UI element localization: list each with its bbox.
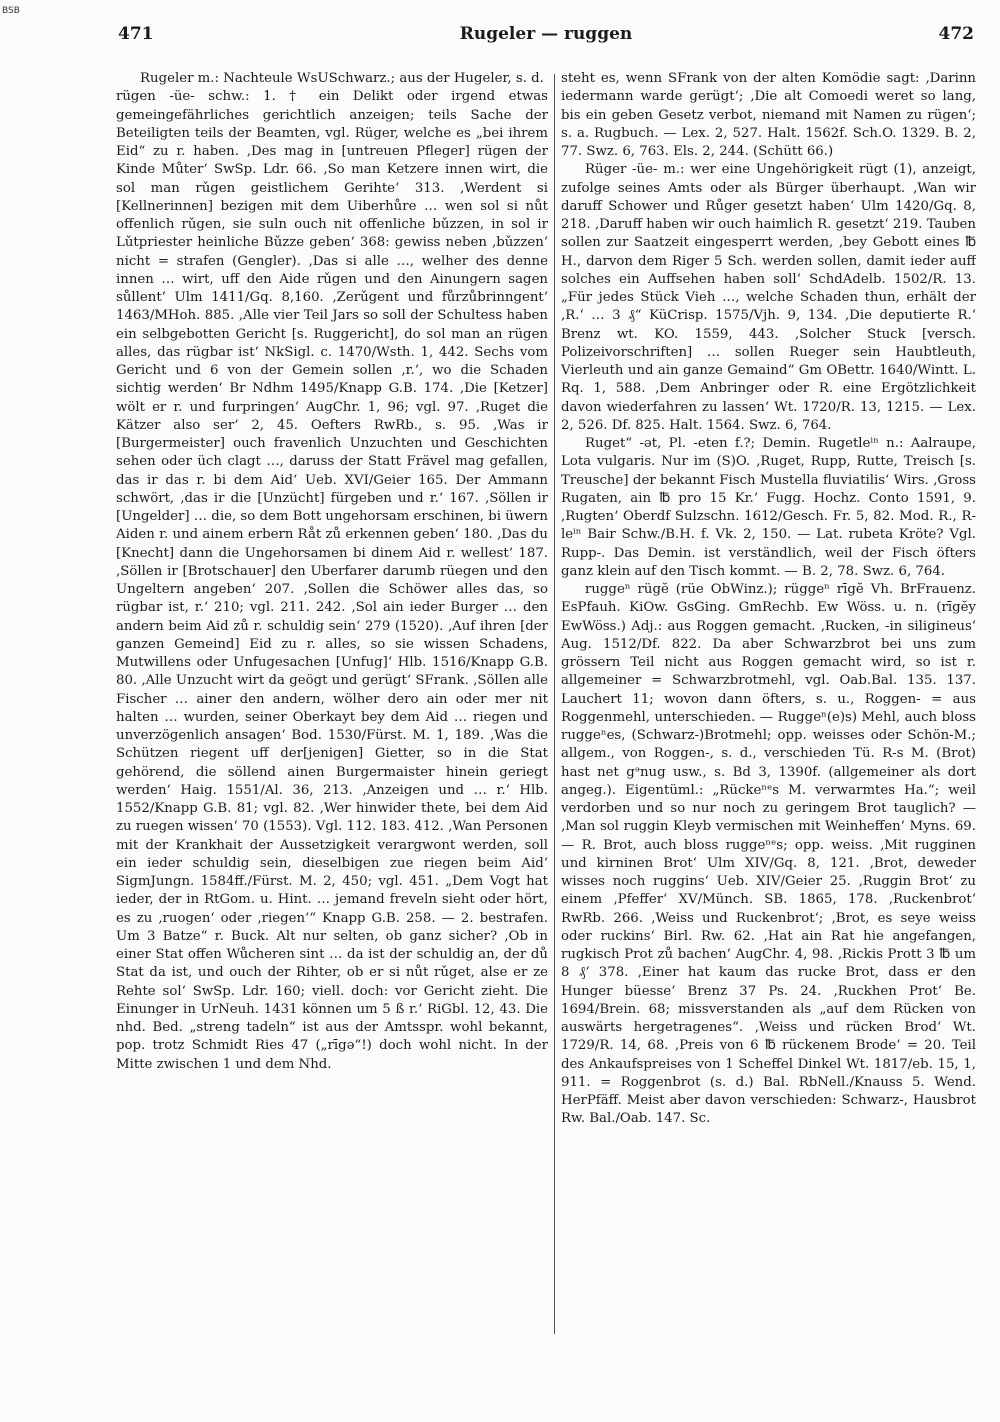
dictionary-entry: rügen -üe- schw.: 1. † ein Delikt oder irgend etwas gemeingefährliches gerichtlich anzeigen; teils Sache der Beteiligten teils der Beamten, vgl. Rüger, welche es „bei ihrem Eid“ zu r. haben. ‚Des mag in [untreuen Pfleger] rügen der Kinde Můter‘ SwSp. Ldr. 66. ‚So man Ketzere innen wirt, die sol man rǔgen geistlichem Gerihte‘ 313. ‚Werdent si [Kellnerinnen] bezigen mit dem Uiberhůre … wen sol si nůt offenlich rǔgen, sie suln ouch nit offenliche bǔzzen, in sol ir Lǔtpriester heinliche Bǔzze geben‘ 368: gewiss neben ‚bǔzzen‘ nicht = strafen (Gengler). ‚Das si alle …, welher des denne innen … wirt, uff den Aide rǔgen und den Ainungern sagen sůllent‘ Ulm 1411/Gq. 8,160. ‚Zerǔgent und fůrzůbrinngent‘ 1463/MHoh. 885. ‚Alle vier Teil Jars so soll der Schultess haben ein selbgebotten Gericht [s. Ruggericht], do sol man an rügen alles, das rügbar ist‘ NkSigl. c. 1470/Wsth. 1, 442. Sechs vom Gericht und 6 von der Gemein sollen ‚r.‘, wo die Schaden sichtig werden‘ Br Ndhm 1495/Knapp G.B. 174. ‚Die [Ketzer] wölt er r. und furpringen‘ AugChr. 1, 96; vgl. 97. ‚Ruget die Kätzer also ser‘ 2, 45. Oefters RwRb., s. 95. ‚Was ir [Burgermeister] ouch fravenlich Unzuchten und Geschichten sehen oder üch clagt …, daruss der Statt Frävel mag gefallen, das ir das r. bi dem Aid‘ Ueb. XVI/Geier 165. Der Ammann schwört, ‚das ir die [Unzücht] fürgeben und r.‘ 167. ‚Söllen ir [Ungelder] … die, so dem Bott ungehorsam erschinen, bi üwern Aiden r. und ainem erbern Råt zů erkennen geben‘ 180. ‚Das du [Knecht] dann die Ungehorsamen bi dinem Aid r. wellest‘ 187. ‚Söllen ir [Brotschauer] den Uberfarer darumb rüegen und den Ungeltern angeben‘ 207. ‚Sollen die Schöwer alles das, so rügbar ist, r.‘ 210; vgl. 211. 242. ‚Sol ain ieder Burger … den andern beim Aid zů r. schuldig sein‘ 279 (1520). ‚Auf ihren [der ganzen Gemeind] Eid zu r. alles, so sie wissen Schadens, Mutwillens oder Unfugesachen [Unfug]‘ Hlb. 1516/Knapp G.B. 80. ‚Alle Unzucht wirt da geögt und gerügt‘ SFrank. ‚Söllen alle Fischer … ainer den andern, wölher dero ain oder mer nit halten … wurden, seiner Oberkayt bey dem Aid … riegen und unverzögenlich ansagen‘ Bod. 1530/Fürst. M. 1, 189. ‚Was die Schützen riegent uff der[jenigen] Gietter, so in die Stat gehörend, die söllend ainen Burgermaister hinein geriegt werden‘ Haig. 1551/Al. 36, 213. ‚Anzeigen und … r.‘ Hlb. 1552/Knapp G.B. 81; vgl. 82. ‚Wer hinwider thete, bei dem Aid zu ruegen wissen‘ 70 (1553). Vgl. 112. 183. 412. ‚Wan Personen mit der Krankhait der Aussetzigkeit verargwont werden, soll ein ieder schuldig sein, dieselbigen zue riegen beim Aid‘ SigmJungn. 1584ff./Fürst. M. 2, 450; vgl. 451. „Dem Vogt hat ieder, der in RtGom. u. Hint. … jemand freveln sieht oder hört, es zu ‚ruogen‘ oder ‚riegen‘“ Knapp G.B. 258. — 2. bestrafen. Um 3 Batze“ r. Buck. Alt nur selten, ob ganz sicher? ‚Ob in einer Stat offen Wůcheren sint … da ist der schuldig an, der dů Stat da ist, und ouch der Rihter, ob er si nůt rǔget, alse er ze Rehte sol‘ SwSp. Ldr. 160; viell. doch: vor Gericht zieht. Die Einunger in UrNeuh. 1431 können um 5 ß r.‘ RiGbl. 12, 43. Die nhd. Bed. „streng tadeln“ ist aus der Amtsspr. wohl bekannt, pop. trotz Schmidt Ries 47 („rīgə“!) doch wohl nicht. In der Mitte zwischen 1 und dem Nhd. [116, 89, 548, 1072]
page-header [118, 24, 974, 54]
dictionary-entry: Rugeler m.: Nachteule WsUSchwarz.; aus der Hugeler, s. d. [140, 71, 544, 86]
column-divider [554, 74, 555, 1334]
dictionary-entry: ruggeⁿ rügĕ (rüe ObWinz.); rüggeⁿ rīgĕ Vh. BrFrauenz. EsPfauh. KiOw. GsGing. GmRechb. Ew Wöss. u. n. (rīgĕy EwWöss.) Adj.: aus Roggen gemacht. ‚Rucken, -in siligineus‘ Aug. 1512/Df. 822. Da aber Schwarzbrot bei uns zum grössern Teil nicht aus Roggen gemacht wird, so ist r. allgemeiner = Schwarzbrotmehl, vgl. Oab.Bal. 135. 137. Lauchert 11; wovon dann öfters, s. u., Roggen- = aus Roggenmehl, unterschieden. — Ruggeⁿ(e)s) Mehl, auch bloss ruggeⁿes, (Schwarz-)Brotmehl; opp. weisses oder Schön-M.; allgem., von Roggen-, s. d., verschieden Tü. R-s M. (Brot) hast net gᵊnug usw., s. Bd 3, 1390f. (allgemeiner als dort angeg.). Eigentüml.: „Rückeⁿᵉs M. verwarmtes Ha.“; weil verdorben und so nur noch zu geringem Brot tauglich? — ‚Man sol ruggin Kleyb vermischen mit Weinheffen‘ Myns. 69. — R. Brot, auch bloss ruggeⁿᵉs; opp. weiss. ‚Mit rugginen und kirninen Brot‘ Ulm XIV/Gq. 8, 121. ‚Brot, deweder wisses noch ruggins‘ Ueb. XIV/Geier 25. ‚Ruggin Brot‘ zu einem ‚Pfeffer‘ XV/Münch. SB. 1865, 178. ‚Ruckenbrot‘ RwRb. 266. ‚Weiss und Ruckenbrot‘; ‚Brot, es seye weiss oder ruckins‘ Birl. Rw. 62. ‚Hat ain Rat hie angefangen, rugkisch Prot zů bachen‘ AugChr. 4, 98. ‚Rickis Prott 3 ℔ um 8 ₰‘ 378. ‚Einer hat kaum das rucke Brot, dass er den Hunger büesse‘ Brenz 37 Ps. 24. ‚Ruckhen Prot‘ Be. 1694/Brein. 68; missverstanden als „auf dem Rücken von auswärts hergetragenes“. ‚Weiss und rücken Brod‘ Wt. 1729/R. 14, 68. ‚Preis von 6 ℔ rückenem Brode‘ = 20. Teil des Ankaufspreises von 1 Scheffel Dinkel Wt. 1817/eb. 15, 1, 911. = Roggenbrot (s. d.) Bal. RbNell./Knauss 5. Wend. HerPfäff. Meist aber davon verschieden: Schwarz-, Hausbrot Rw. Bal./Oab. 147. Sc. [561, 582, 976, 1127]
library-stamp: BSB [2, 6, 20, 16]
dictionary-entry: Ruget“ -ət, Pl. -eten f.?; Demin. Rugetleⁱⁿ n.: Aalraupe, Lota vulgaris. Nur im (S)O. ‚Ruget, Rupp, Rutte, Treisch [s. Treusche] der bekannt Fisch Mustella fluviatilis‘ Wirs. ‚Gross Rugaten, ain ℔ pro 15 Kr.‘ Fugg. Hochz. Conto 1591, 9. ‚Rugten‘ Oberdf Sulzschn. 1612/Gesch. Fr. 5, 82. Mod. R., R-leⁱⁿ Bair Schw./B.H. f. Vk. 2, 150. — Lat. rubeta Kröte? Vgl. Rupp-. Das Demin. ist verständlich, weil der Fisch öfters ganz klein auf den Tisch kommt. — B. 2, 78. Swz. 6, 764. [561, 436, 976, 579]
right-column [561, 70, 976, 1330]
left-column [116, 70, 548, 1330]
dictionary-entry: Rüger -üe- m.: wer eine Ungehörigkeit rügt (1), anzeigt, zufolge seines Amts oder als Bürger überhaupt. ‚Wan wir daruff Schower und Růger gesetzt haben‘ Ulm 1420/Gq. 8, 218. ‚Daruff haben wir ouch haimlich R. gesetzt‘ 219. Tauben sollen zur Saatzeit eingesperrt werden, ‚bey Gebott eines ℔ H., darvon dem Riger 5 Sch. werden sollen, damit ieder auff solches ein Auffsehen haben soll‘ SchdAdelb. 1502/R. 13. „Für jedes Stück Vieh …, welche Schaden thun, erhält der ‚R.‘ … 3 ₰“ KüCrisp. 1575/Vjh. 9, 134. ‚Die deputierte R.‘ Brenz wt. KO. 1559, 443. ‚Solcher Stuck [versch. Polizeivorschriften] … sollen Rueger sein Haubtleuth, Vierleuth und ain ganze Gemaind“ Gm OBettr. 1640/Wintt. L. Rq. 1, 588. ‚Dem Anbringer oder R. eine Ergötzlichkeit davon wiederfahren zu lassen‘ Wt. 1720/R. 13, 1215. — Lex. 2, 526. Df. 825. Halt. 1564. Swz. 6, 764. [561, 162, 976, 433]
running-title: Rugeler — ruggen [459, 24, 633, 44]
page-number-left: 471 [118, 24, 154, 44]
page-number-right: 472 [938, 24, 974, 44]
dictionary-entry-continuation: steht es, wenn SFrank von der alten Komödie sagt: ‚Darinn iedermann warde gerügt‘; ‚Die alt Comoedi weret so lang, bis ein geben Gesetz verbot, niemand mit Namen zu rügen‘; s. a. Rugbuch. — Lex. 2, 527. Halt. 1562f. Sch.O. 1329. B. 2, 77. Swz. 6, 763. Els. 2, 244. (Schütt 66.) [561, 71, 976, 159]
